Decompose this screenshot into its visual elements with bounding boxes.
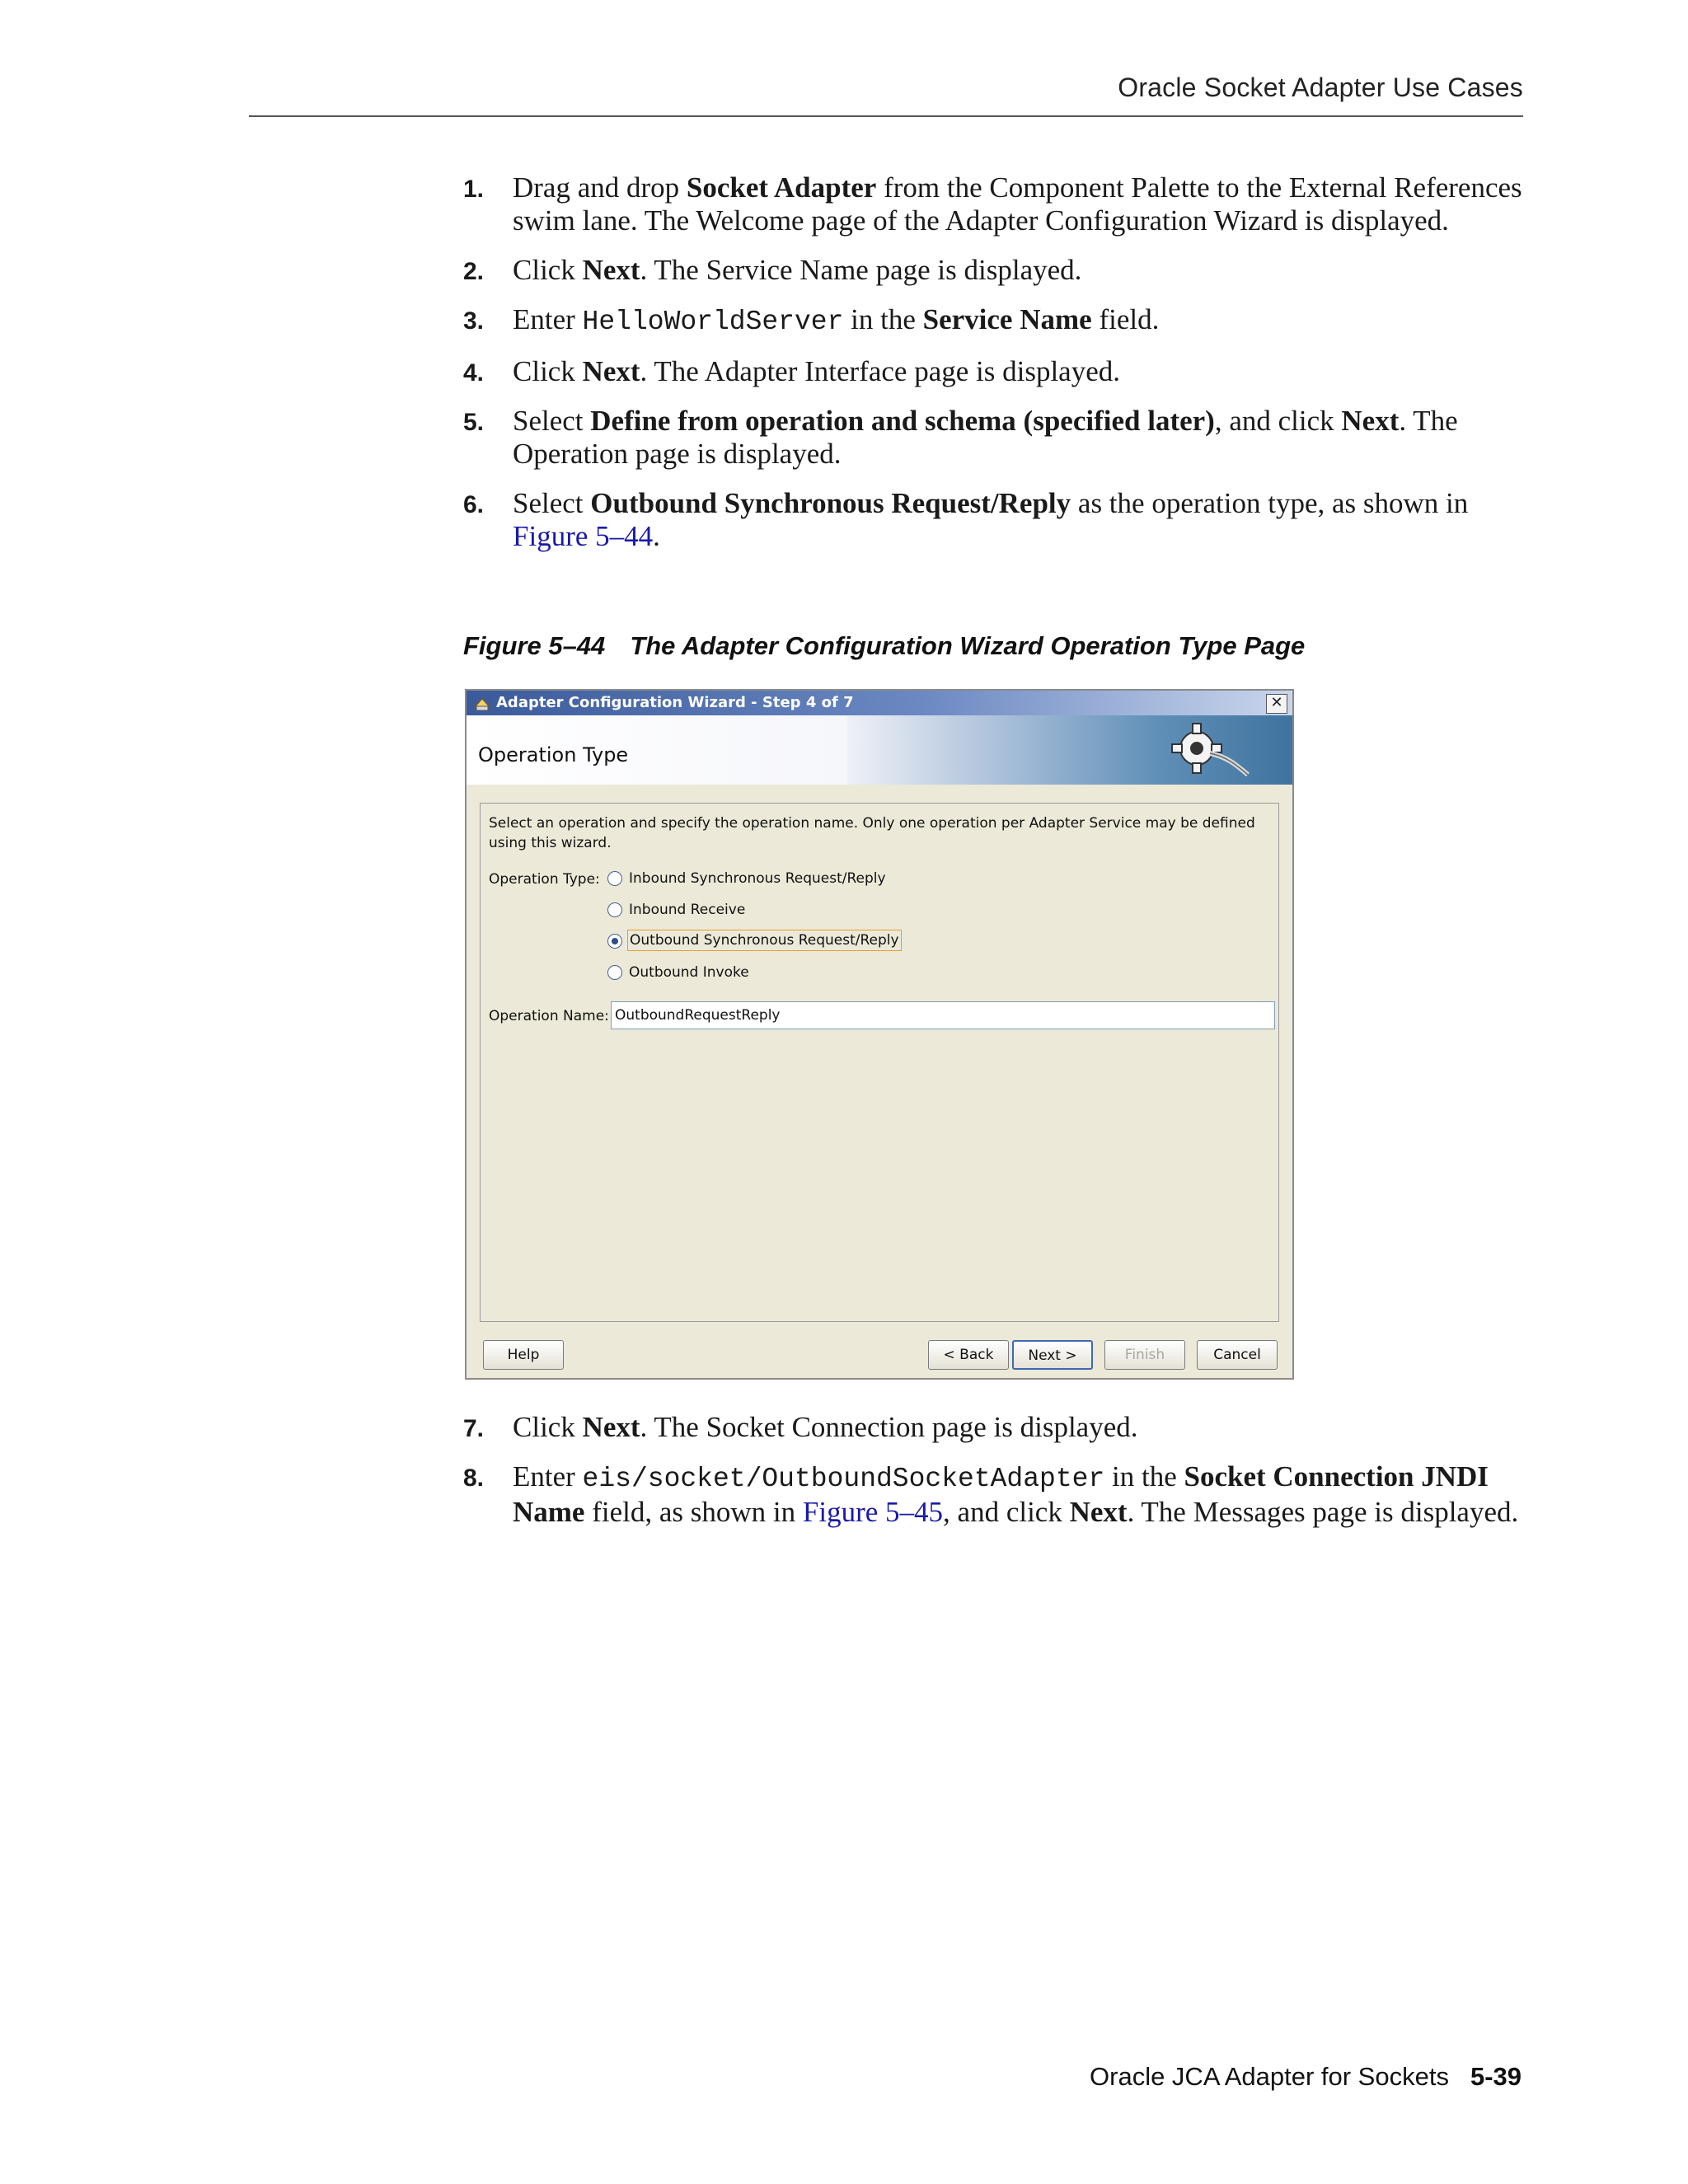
- figure-link[interactable]: Figure 5–44: [513, 520, 654, 552]
- step-item: [463, 355, 1526, 388]
- figure-caption: [463, 631, 1305, 661]
- bold-term: Next: [582, 1411, 640, 1443]
- text-run: . The Service Name page is displayed.: [640, 254, 1082, 286]
- bold-term: Next: [582, 355, 640, 387]
- step-text: [513, 1411, 1138, 1443]
- help-button[interactable]: Help: [483, 1340, 564, 1370]
- text-run: Click: [513, 355, 583, 387]
- text-run: field, as shown in: [584, 1496, 803, 1528]
- figure-link[interactable]: Figure 5–45: [802, 1496, 944, 1528]
- banner-graphic: [847, 715, 1292, 785]
- text-run: Enter: [513, 303, 583, 335]
- figure-title: The Adapter Configuration Wizard Operation Type Page: [630, 631, 1306, 660]
- text-run: as the operation type, as shown in: [1071, 487, 1469, 519]
- adapter-gear-icon: [1160, 720, 1251, 780]
- close-button[interactable]: ✕: [1266, 694, 1287, 714]
- radio-button[interactable]: [607, 902, 622, 917]
- step-text: [513, 405, 1458, 470]
- text-run: , and click: [943, 1496, 1070, 1528]
- cancel-button[interactable]: Cancel: [1197, 1340, 1278, 1370]
- step-number: 6.: [463, 491, 485, 518]
- text-run: . The Messages page is displayed.: [1127, 1496, 1519, 1528]
- figure-label: Figure 5–44: [463, 631, 606, 660]
- step-text: [513, 254, 1081, 286]
- step-number: 7.: [463, 1415, 485, 1442]
- bold-term: Outbound Synchronous Request/Reply: [590, 487, 1071, 519]
- text-run: , and click: [1214, 405, 1342, 437]
- text-run: Select: [513, 487, 591, 519]
- radio-label: Inbound Synchronous Request/Reply: [629, 870, 886, 887]
- step-number: 5.: [463, 409, 485, 436]
- footer-book-title: Oracle JCA Adapter for Sockets: [1090, 2062, 1449, 2091]
- bold-term: Next: [1069, 1496, 1128, 1528]
- finish-button[interactable]: Finish: [1104, 1340, 1185, 1370]
- step-number: 2.: [463, 258, 485, 285]
- steps-list-top: [463, 171, 1526, 569]
- text-run: from the Component Palette to the External References swim lane. The Welcome page of the Adapter Configuration Wizard is displayed.: [513, 171, 1522, 237]
- bold-term: Socket Adapter: [686, 171, 877, 204]
- step-number: 1.: [463, 176, 485, 203]
- step-text: [513, 303, 1159, 335]
- page-number: 5-39: [1470, 2062, 1522, 2091]
- text-run: in the: [1104, 1460, 1184, 1493]
- step-number: 8.: [463, 1465, 485, 1492]
- text-run: field.: [1091, 303, 1160, 335]
- text-run: Enter: [513, 1460, 583, 1493]
- text-run: Click: [513, 254, 583, 286]
- bold-term: Define from operation and schema (specified later): [590, 405, 1215, 437]
- operation-name-input[interactable]: OutboundRequestReply: [611, 1001, 1275, 1029]
- bold-term: Next: [582, 254, 640, 286]
- radio-label: Outbound Invoke: [629, 964, 749, 981]
- next-button[interactable]: Next >: [1012, 1340, 1093, 1370]
- bold-term: Service Name: [922, 303, 1092, 335]
- back-button[interactable]: < Back: [928, 1340, 1009, 1370]
- wizard-banner: [467, 715, 1292, 785]
- step-item: [463, 254, 1526, 287]
- radio-button[interactable]: [607, 871, 622, 886]
- text-run: Select: [513, 405, 591, 437]
- text-run: . The Operation page is displayed.: [513, 405, 1458, 470]
- step-item: [463, 1460, 1526, 1529]
- step-item: [463, 405, 1526, 471]
- radio-button-selected[interactable]: [607, 934, 622, 949]
- running-header: Oracle Socket Adapter Use Cases: [1118, 73, 1523, 102]
- step-number: 3.: [463, 307, 485, 335]
- wizard-app-icon: [473, 694, 491, 712]
- code-literal: HelloWorldServer: [582, 307, 844, 337]
- step-number: 4.: [463, 359, 485, 387]
- operation-panel: [480, 803, 1279, 1322]
- operation-type-label: Operation Type:: [489, 871, 600, 888]
- bold-term: Socket Connection JNDI Name: [513, 1460, 1489, 1528]
- text-run: Drag and drop: [513, 171, 687, 204]
- page-footer: [1090, 2062, 1522, 2092]
- text-run: Click: [513, 1411, 583, 1443]
- step-text: [513, 1460, 1518, 1528]
- step-text: [513, 487, 1468, 552]
- header-rule: [249, 115, 1523, 117]
- code-literal: eis/socket/OutboundSocketAdapter: [582, 1464, 1105, 1494]
- steps-list-bottom: [463, 1411, 1526, 1545]
- text-run: .: [653, 520, 660, 552]
- step-item: [463, 1411, 1526, 1444]
- radio-button[interactable]: [607, 965, 622, 980]
- text-run: in the: [843, 303, 923, 335]
- step-text: [513, 171, 1522, 237]
- bold-term: Next: [1341, 405, 1400, 437]
- text-run: . The Adapter Interface page is displayed.: [640, 355, 1121, 387]
- radio-label: Outbound Synchronous Request/Reply: [627, 930, 902, 951]
- wizard-description: Select an operation and specify the operation name. Only one operation per Adapter Service may be defined using this wizard.: [489, 815, 1255, 851]
- step-item: [463, 487, 1526, 553]
- wizard-window: [465, 689, 1294, 1380]
- operation-name-label: Operation Name:: [489, 1008, 609, 1024]
- wizard-page-title: Operation Type: [478, 743, 629, 766]
- wizard-window-title: Adapter Configuration Wizard - Step 4 of 7: [496, 694, 854, 711]
- step-item: [463, 303, 1526, 339]
- step-item: [463, 171, 1526, 237]
- wizard-titlebar: [467, 691, 1292, 715]
- text-run: . The Socket Connection page is displayed.: [640, 1411, 1138, 1443]
- radio-label: Inbound Receive: [629, 902, 746, 918]
- step-text: [513, 355, 1120, 387]
